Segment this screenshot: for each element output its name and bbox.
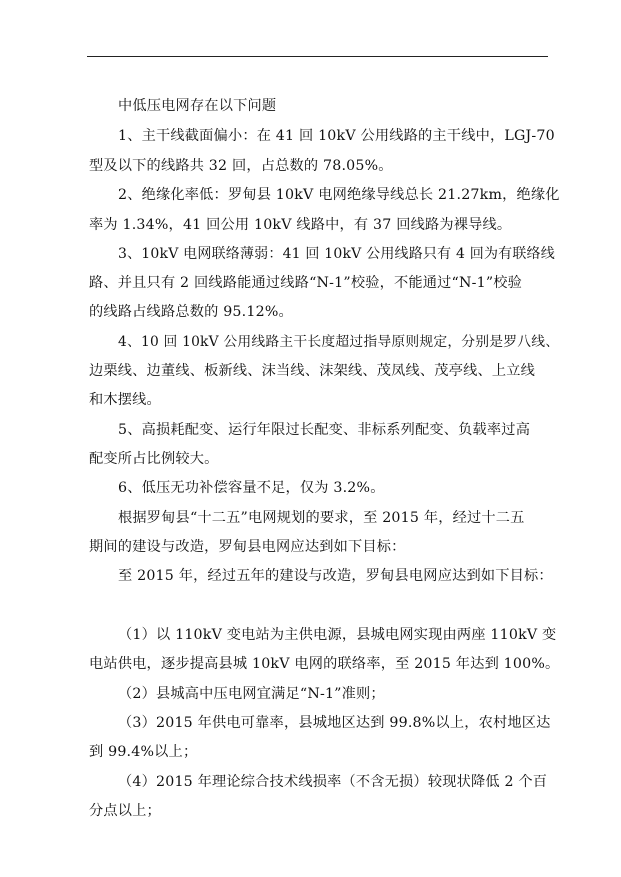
section-heading: 中低压电网存在以下问题 <box>118 98 277 114</box>
issue-3-line-2: 路、并且只有 2 回线路能通过线路“N-1”校验，不能通过“N-1”校验 <box>89 275 523 291</box>
plan-paragraph-line-1: 根据罗甸县“十二五”电网规划的要求，至 2015 年，经过十二五 <box>118 510 525 526</box>
issue-4-line-2: 边栗线、边董线、板新线、沫当线、沫架线、茂凤线、茂亭线、上立线 <box>89 363 536 379</box>
issue-4-line-1: 4、10 回 10kV 公用线路主干长度超过指导原则规定，分别是罗八线、 <box>118 334 560 350</box>
issue-3-line-3: 的线路占线路总数的 95.12%。 <box>89 304 293 320</box>
target-4-line-1: （4）2015 年理论综合技术线损率（不含无损）较现状降低 2 个百 <box>118 774 548 790</box>
issue-2-line-1: 2、绝缘化率低：罗甸县 10kV 电网绝缘导线总长 21.27km，绝缘化 <box>118 187 560 203</box>
issue-3-line-1: 3、10kV 电网联络薄弱：41 回 10kV 公用线路只有 4 回为有联络线 <box>118 246 555 262</box>
target-2-line-1: （2）县城高中压电网宜满足“N-1”准则； <box>118 686 385 702</box>
issue-5-line-2: 配变所占比例较大。 <box>89 451 219 467</box>
target-1-line-1: （1）以 110kV 变电站为主供电源，县城电网实现由两座 110kV 变 <box>118 627 557 643</box>
issue-4-line-3: 和木摆线。 <box>89 392 161 408</box>
issue-2-line-2: 率为 1.34%，41 回公用 10kV 线路中，有 37 回线路为裸导线。 <box>89 217 512 233</box>
target-3-line-1: （3）2015 年供电可靠率，县城地区达到 99.8%以上，农村地区达 <box>118 715 551 731</box>
target-4-line-2: 分点以上； <box>89 803 161 819</box>
issue-1-line-2: 型及以下的线路共 32 回，占总数的 78.05%。 <box>89 158 393 174</box>
target-intro: 至 2015 年，经过五年的建设与改造，罗甸县电网应达到如下目标： <box>118 568 553 584</box>
issue-6-line-1: 6、低压无功补偿容量不足，仅为 3.2%。 <box>118 480 385 496</box>
issue-5-line-1: 5、高损耗配变、运行年限过长配变、非标系列配变、负载率过高 <box>118 422 531 438</box>
plan-paragraph-line-2: 期间的建设与改造，罗甸县电网应达到如下目标： <box>89 539 406 555</box>
target-1-line-2: 电站供电，逐步提高县城 10kV 电网的联络率，至 2015 年达到 100%。 <box>89 656 560 672</box>
header-rule <box>87 56 548 57</box>
target-3-line-2: 到 99.4%以上； <box>89 744 198 760</box>
issue-1-line-1: 1、主干线截面偏小：在 41 回 10kV 公用线路的主干线中，LGJ-70 <box>118 128 555 144</box>
